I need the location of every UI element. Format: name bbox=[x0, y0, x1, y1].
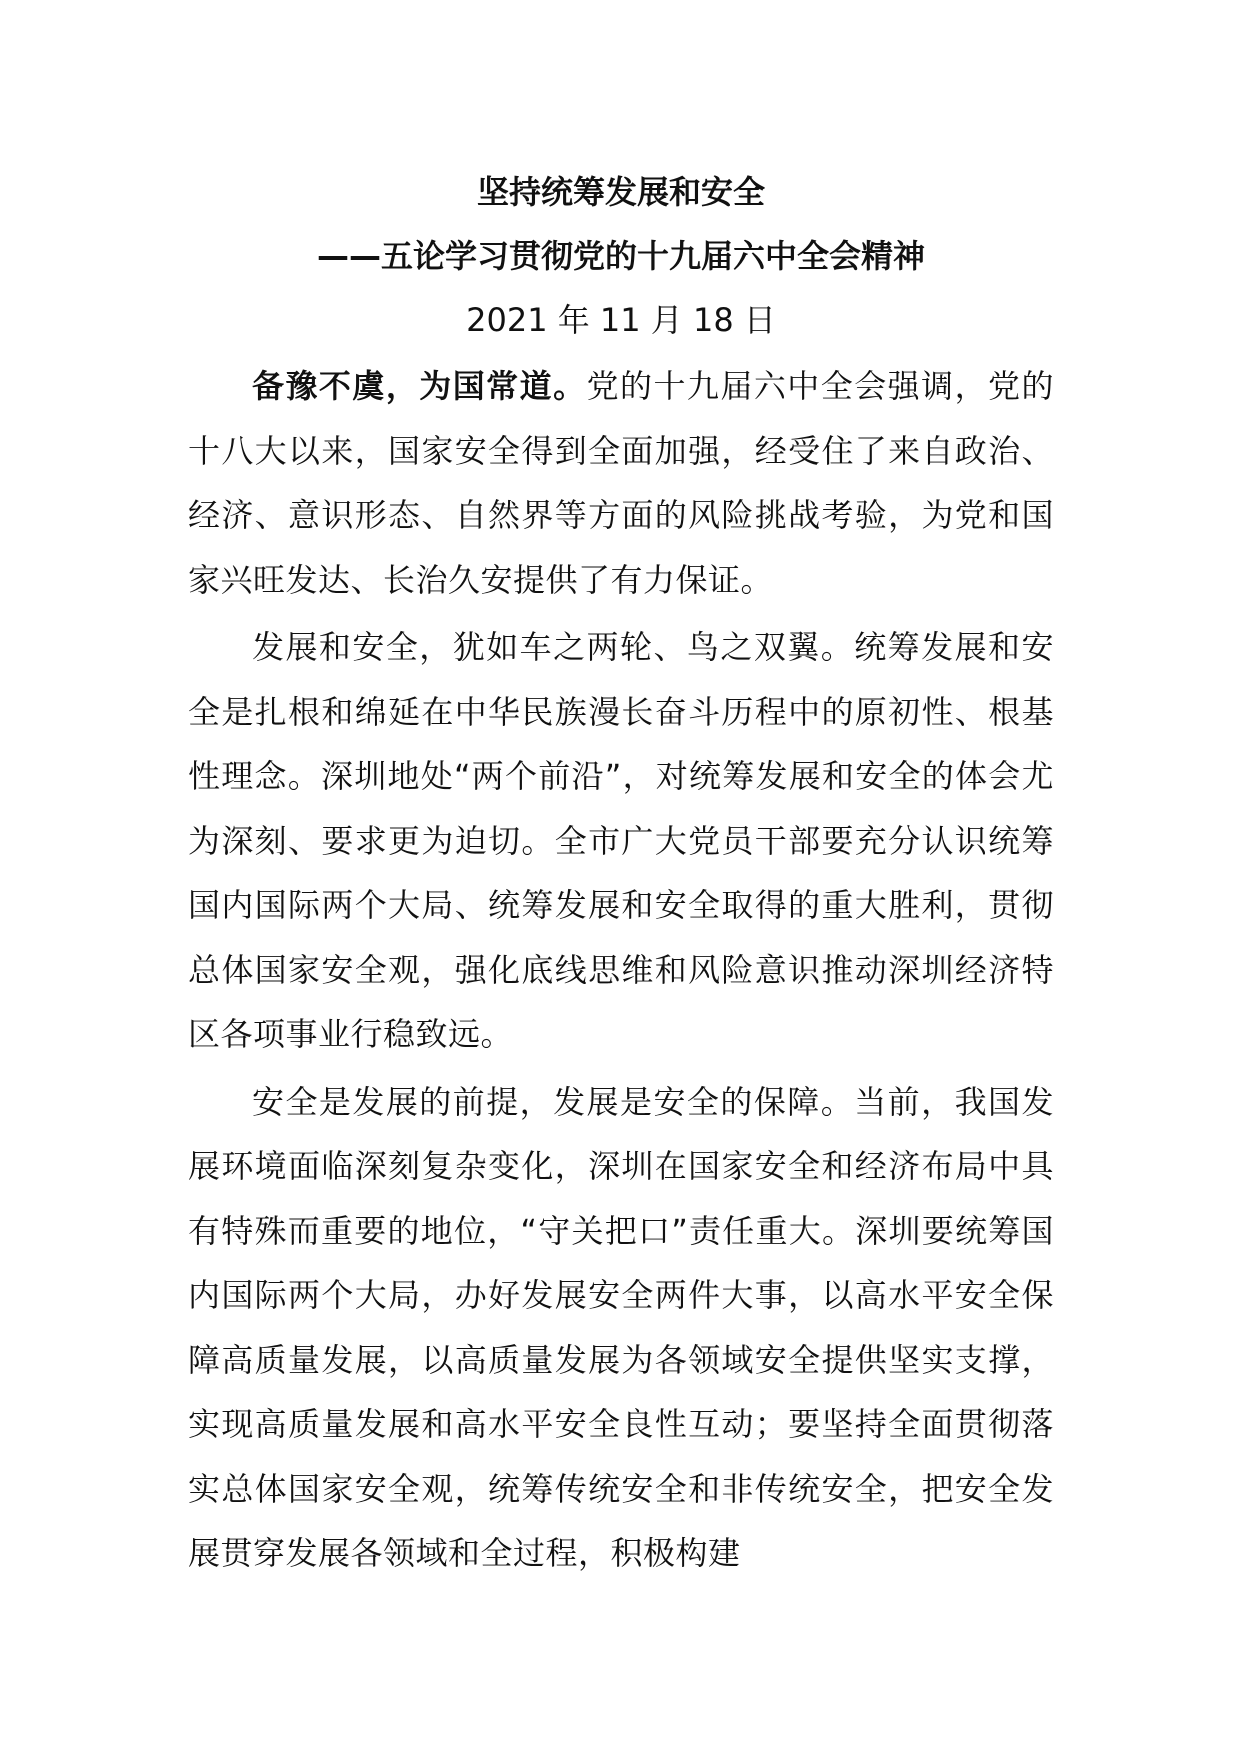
paragraph-text: 发展和安全，犹如车之两轮、鸟之双翼。统筹发展和安全是扎根和绵延在中华民族漫长奋斗历程中的原初性、根基性理念。深圳地处“两个前沿”，对统筹发展和安全的体会尤为深刻、要求更为迫切。全市广大党员干部要充分认识统筹国内国际两个大局、统筹发展和安全取得的重大胜利，贯彻总体国家安全观，强化底线思维和风险意识推动深圳经济特区各项事业行稳致远。 bbox=[188, 628, 1054, 1053]
document-subtitle: ——五论学习贯彻党的十九届六中全会精神 bbox=[316, 237, 925, 275]
paragraph-text: 党的十九届六中全会强调，党的十八大以来，国家安全得到全面加强，经受住了来自政治、经济、意识形态、自然界等方面的风险挑战考验，为党和国家兴旺发达、长治久安提供了有力保证。 bbox=[188, 367, 1054, 599]
publish-date: 2021 年 11 月 18 日 bbox=[466, 301, 776, 339]
document-title: 坚持统筹发展和安全 bbox=[476, 173, 765, 211]
paragraph-1 bbox=[188, 354, 1054, 612]
paragraph-3 bbox=[188, 1070, 1054, 1586]
document-page bbox=[188, 170, 1054, 1586]
paragraph-text: 安全是发展的前提，发展是安全的保障。当前，我国发展环境面临深刻复杂变化，深圳在国家安全和经济布局中具有特殊而重要的地位，“守关把口”责任重大。深圳要统筹国内国际两个大局，办好发展安全两件大事，以高水平安全保障高质量发展，以高质量发展为各领域安全提供坚实支撑，实现高质量发展和高水平安全良性互动；要坚持全面贯彻落实总体国家安全观，统筹传统安全和非传统安全，把安全发展贯穿发展各领域和全过程，积极构建 bbox=[188, 1082, 1054, 1572]
paragraph-lead: 备豫不虞，为国常道。 bbox=[252, 367, 587, 405]
paragraph-2 bbox=[188, 615, 1054, 1067]
